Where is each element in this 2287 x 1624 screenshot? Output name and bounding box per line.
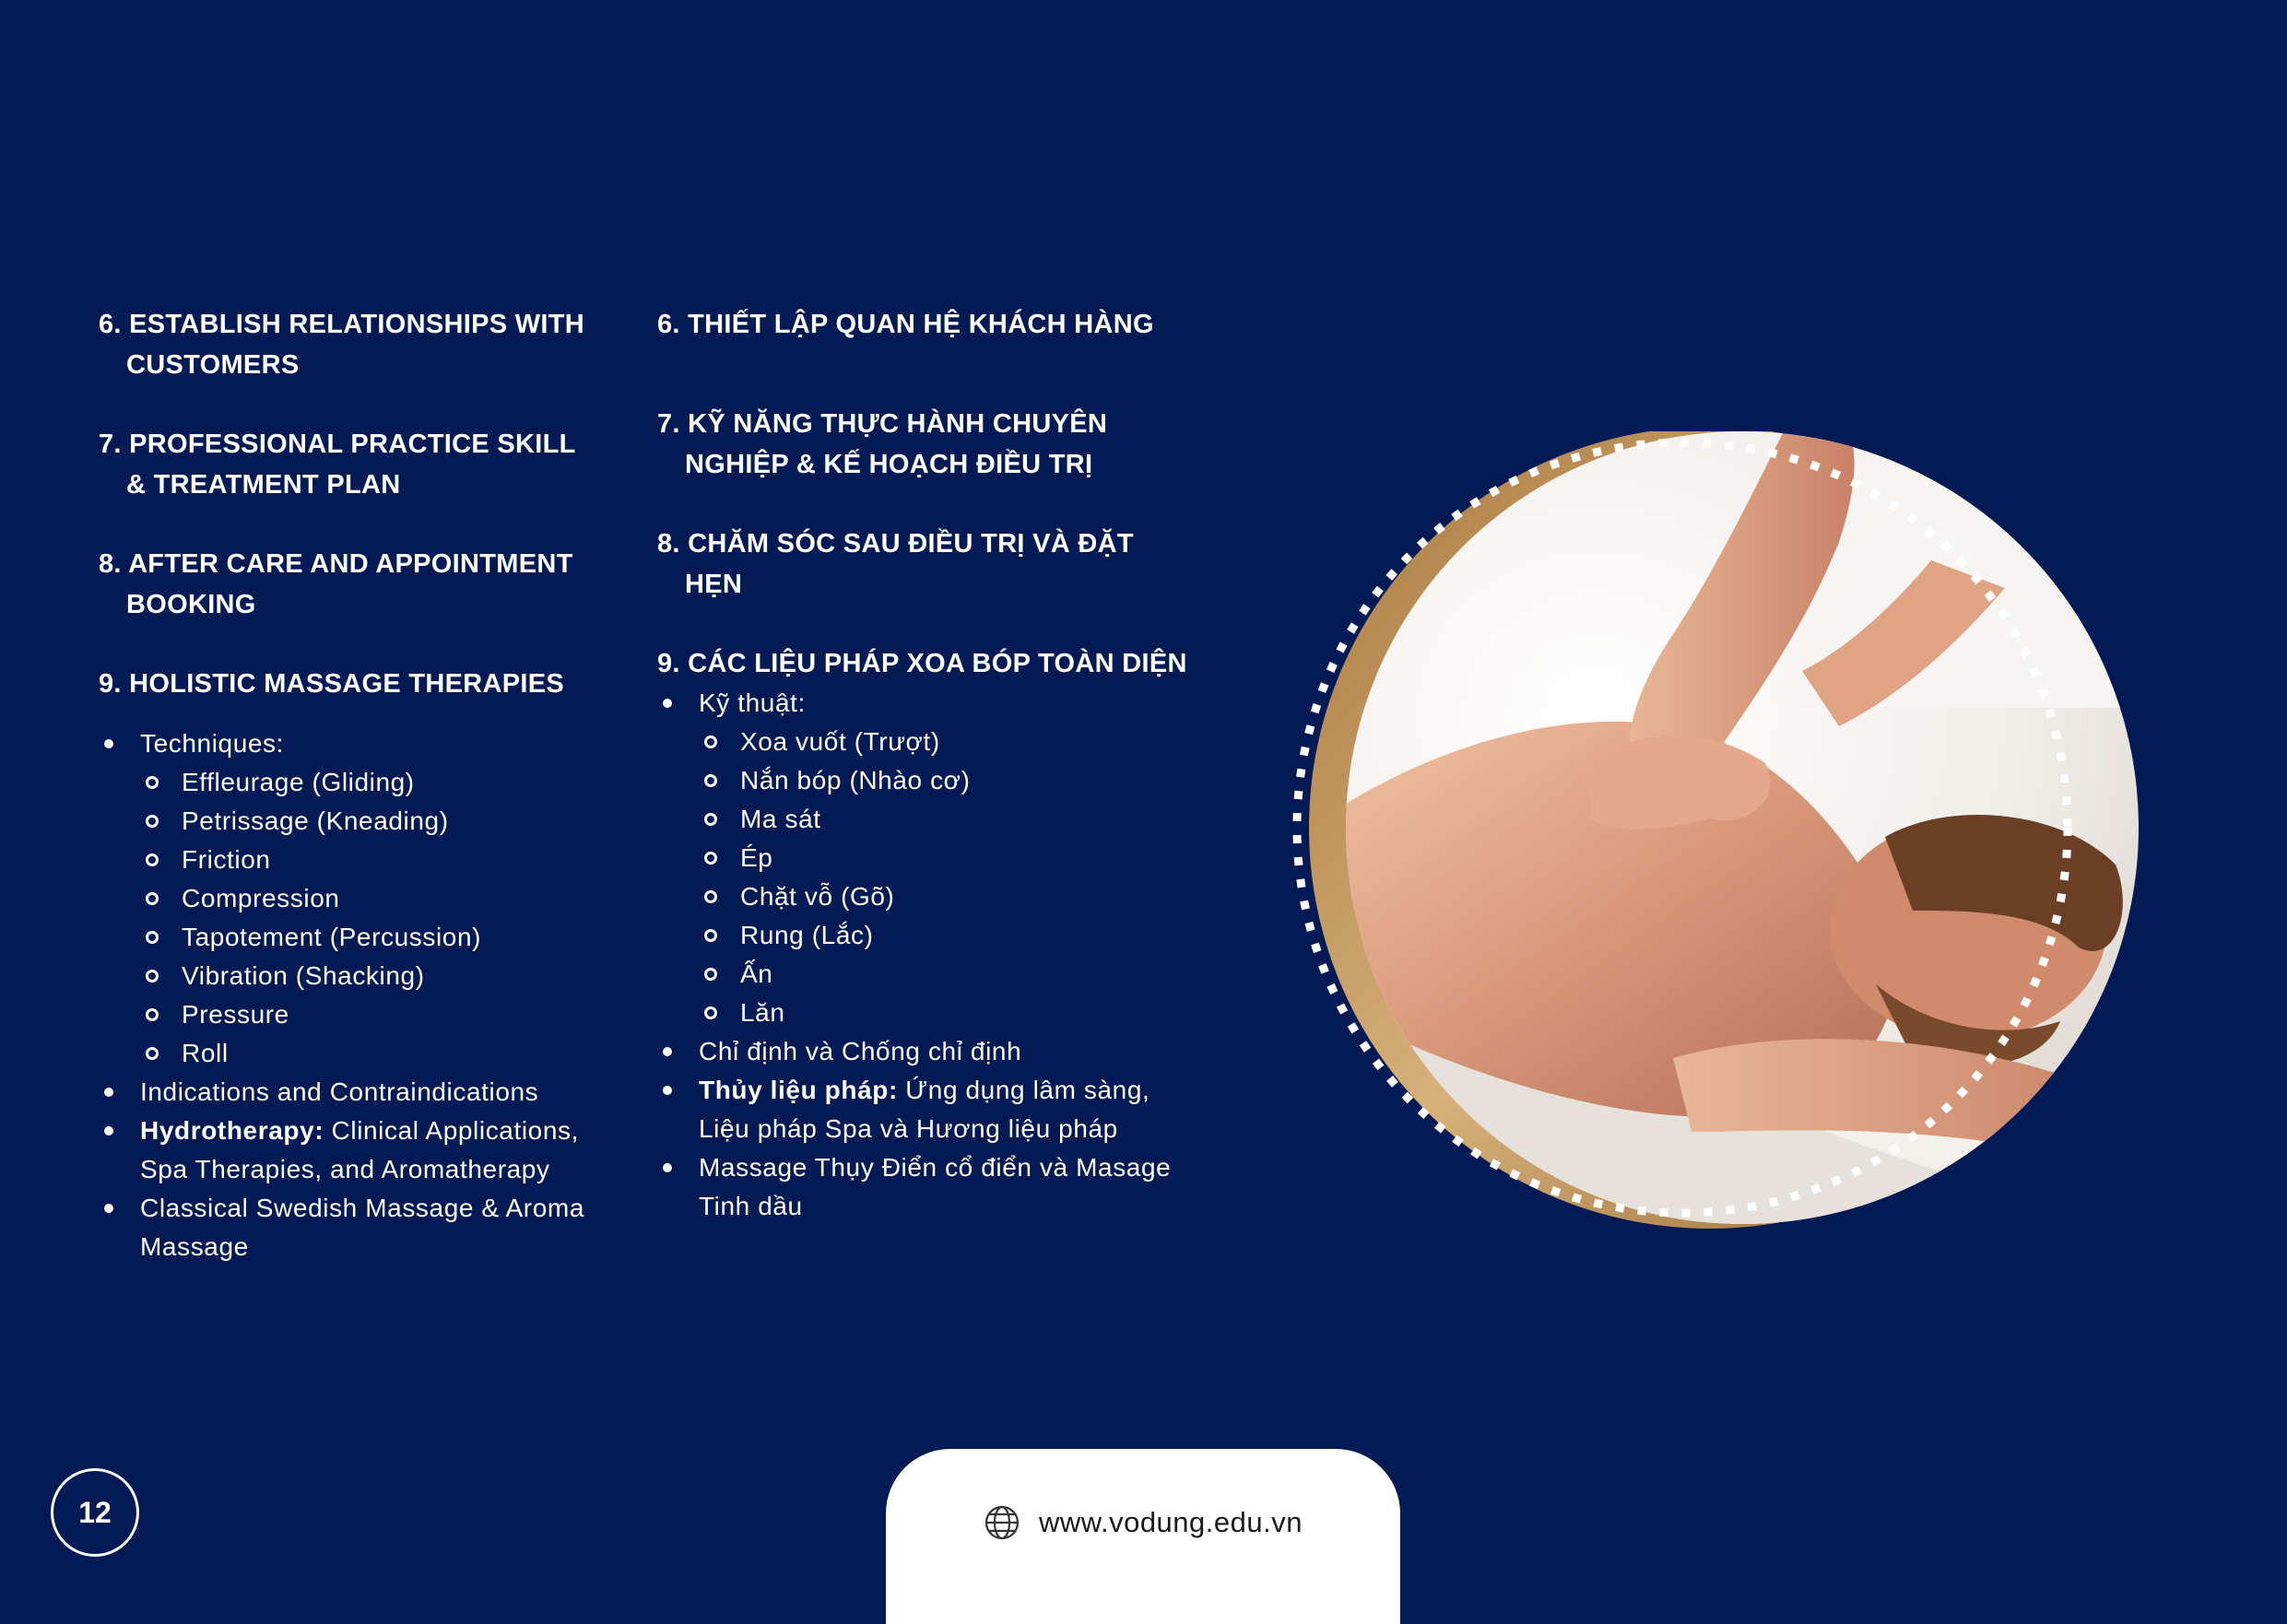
list-item: Tapotement (Percussion) [140,918,596,957]
list-item-swedish: Massage Thụy Điển cổ điển và Masage Tinh dầu [657,1148,1192,1226]
techniques-sublist [699,723,1192,1032]
list-item: Chặt vỗ (Gõ) [699,877,1192,916]
list-item: Nắn bóp (Nhào cơ) [699,761,1192,800]
list-item-techniques [657,684,1192,1032]
hydro-label: Hydrotherapy: [140,1116,324,1145]
heading-9-en: 9. HOLISTIC MASSAGE THERAPIES [99,669,564,699]
hydro-text: Clinical Applications, Spa Therapies, and Aromatherapy [140,1116,579,1183]
english-column [99,304,596,1266]
list-item: Petrissage (Kneading) [140,802,596,841]
techniques-label: Techniques: [140,729,285,758]
heading-7-vi: 7. KỸ NĂNG THỰC HÀNH CHUYÊN NGHIỆP & KẾ HOẠCH ĐIỀU TRỊ [657,409,1108,479]
globe-icon [984,1504,1020,1541]
list-item-hydrotherapy [99,1112,596,1189]
list-item: Lăn [699,994,1192,1032]
heading-7-en: 7. PROFESSIONAL PRACTICE SKILL & TREATMENT PLAN [99,430,576,500]
hydro-text: Ứng dụng lâm sàng, Liệu pháp Spa và Hương liệu pháp [699,1076,1150,1143]
list-item: Friction [140,841,596,879]
list-item: Rung (Lắc) [699,916,1192,955]
vietnamese-column [657,304,1192,1226]
list-item: Xoa vuốt (Trượt) [699,723,1192,761]
list-item-indications: Chỉ định và Chống chỉ định [657,1032,1192,1071]
list-item: Ép [699,839,1192,877]
heading-9-vi: 9. CÁC LIỆU PHÁP XOA BÓP TOÀN DIỆN [657,649,1187,678]
therapies-list-en [99,724,596,1266]
website-link[interactable]: www.vodung.edu.vn [1039,1506,1303,1538]
heading-8-en: 8. AFTER CARE AND APPOINTMENT BOOKING [99,549,573,619]
heading-8-vi: 8. CHĂM SÓC SAU ĐIỀU TRỊ VÀ ĐẶT HẸN [657,529,1134,599]
hydro-label: Thủy liệu pháp: [699,1076,898,1104]
techniques-sublist [140,763,596,1073]
list-item: Ma sát [699,800,1192,839]
massage-photo [1286,431,2171,1242]
heading-6-en: 6. ESTABLISH RELATIONSHIPS WITH CUSTOMERS [99,310,585,380]
techniques-label: Kỹ thuật: [699,688,806,717]
page-number: 12 [51,1468,139,1557]
list-item-hydrotherapy [657,1071,1192,1148]
list-item: Pressure [140,995,596,1034]
massage-photo-illustration [1286,431,2171,1242]
heading-6-vi: 6. THIẾT LẬP QUAN HỆ KHÁCH HÀNG [657,310,1154,339]
list-item: Effleurage (Gliding) [140,763,596,802]
list-item: Roll [140,1034,596,1073]
list-item: Vibration (Shacking) [140,957,596,995]
therapies-list-vi [657,684,1192,1226]
footer-tab [886,1449,1400,1624]
list-item-indications: Indications and Contraindications [99,1073,596,1112]
list-item: Compression [140,879,596,918]
list-item: Ấn [699,955,1192,994]
list-item-techniques [99,724,596,1073]
list-item-swedish: Classical Swedish Massage & Aroma Massage [99,1189,596,1266]
